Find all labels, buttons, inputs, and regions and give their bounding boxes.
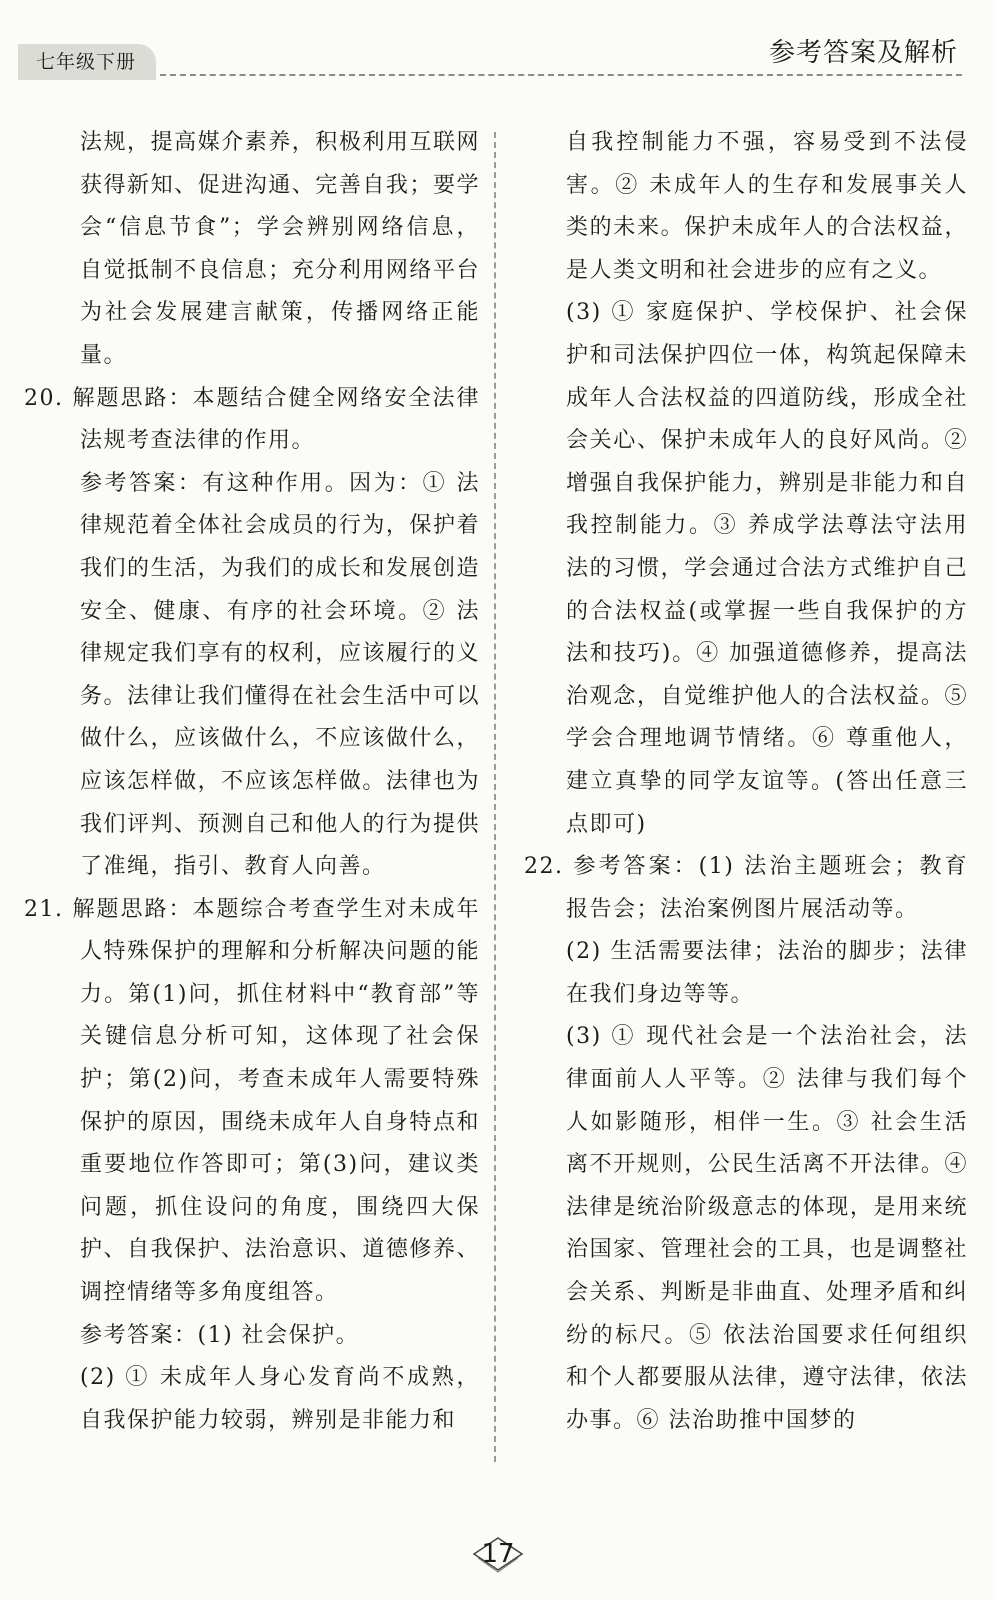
header-divider: [160, 74, 962, 76]
column-divider: [494, 132, 496, 1462]
page-number-text: 17: [481, 1539, 515, 1569]
q20-solution-idea: 20. 解题思路：本题结合健全网络安全法律法规考查法律的作用。: [24, 385, 480, 454]
q19-continued-text: 法规，提高媒介素养，积极利用互联网获得新知、促进沟通、完善自我；要学会“信息节食”；学会辨别网络信息，自觉抵制不良信息；充分利用网络平台为社会发展建言献策，传播网络正能量。: [80, 130, 480, 368]
left-column: [24, 122, 480, 1442]
q21-answer-2: (2) ① 未成年人身心发育尚不成熟，自我保护能力较弱，辨别是非能力和: [80, 1365, 480, 1433]
page-header-title: 参考答案及解析: [768, 38, 958, 68]
q20-answer: 参考答案：有这种作用。因为：① 法律规范着全体社会成员的行为，保护着我们的生活，为我们的成长和发展创造安全、健康、有序的社会环境。② 法律规定我们享有的权利，应该履行的义务。法律让我们懂得在社会生活中可以做什么，应该做什么，不应该做什么，应该怎样做，不应该怎样做。法律也为我们评判、预测自己和他人的行为提供了准绳，指引、教育人向善。: [80, 470, 480, 880]
q21-answer-2-continued: 自我控制能力不强，容易受到不法侵害。② 未成年人的生存和发展事关人类的未来。保护未成年人的合法权益，是人类文明和社会进步的应有之义。: [566, 130, 968, 283]
page-number: [468, 1534, 528, 1574]
q21-solution-idea: 21. 解题思路：本题综合考查学生对未成年人特殊保护的理解和分析解决问题的能力。第(1)问，抓住材料中“教育部”等关键信息分析可知，这体现了社会保护；第(2)问，考查未成年人需要特殊保护的原因，围绕未成年人自身特点和重要地位作答即可；第(3)问，建议类问题，抓住设问的角度，围绕四大保护、自我保护、法治意识、道德修养、调控情绪等多角度组答。: [24, 896, 480, 1306]
q21-answer-3: (3) ① 家庭保护、学校保护、社会保护和司法保护四位一体，构筑起保障未成年人合法权益的四道防线，形成全社会关心、保护未成年人的良好风尚。② 增强自我保护能力，辨别是非能力和自我控制能力。③ 养成学法尊法守法用法的习惯，学会通过合法方式维护自己的合法权益(或掌握一些自我保护的方法和技巧)。④ 加强道德修养，提高法治观念，自觉维护他人的合法权益。⑤ 学会合理地调节情绪。⑥ 尊重他人，建立真挚的同学友谊等。(答出任意三点即可): [566, 300, 968, 837]
q21-answer-1: 参考答案：(1) 社会保护。: [80, 1322, 360, 1348]
q22-answer-3: (3) ① 现代社会是一个法治社会，法律面前人人平等。② 法律与我们每个人如影随形，相伴一生。③ 社会生活离不开规则，公民生活离不开法律。④ 法律是统治阶级意志的体现，是用来统治国家、管理社会的工具，也是调整社会关系、判断是非曲直、处理矛盾和纠纷的标尺。⑤ 依法治国要求任何组织和个人都要服从法律，遵守法律，依法办事。⑥ 法治助推中国梦的: [566, 1024, 968, 1433]
right-column: [524, 122, 968, 1442]
grade-tag: 七年级下册: [18, 44, 156, 80]
q22-answer-2: (2) 生活需要法律；法治的脚步；法律在我们身边等等。: [566, 939, 968, 1007]
q22-answer-1: 22. 参考答案：(1) 法治主题班会；教育报告会；法治案例图片展活动等。: [524, 854, 968, 922]
